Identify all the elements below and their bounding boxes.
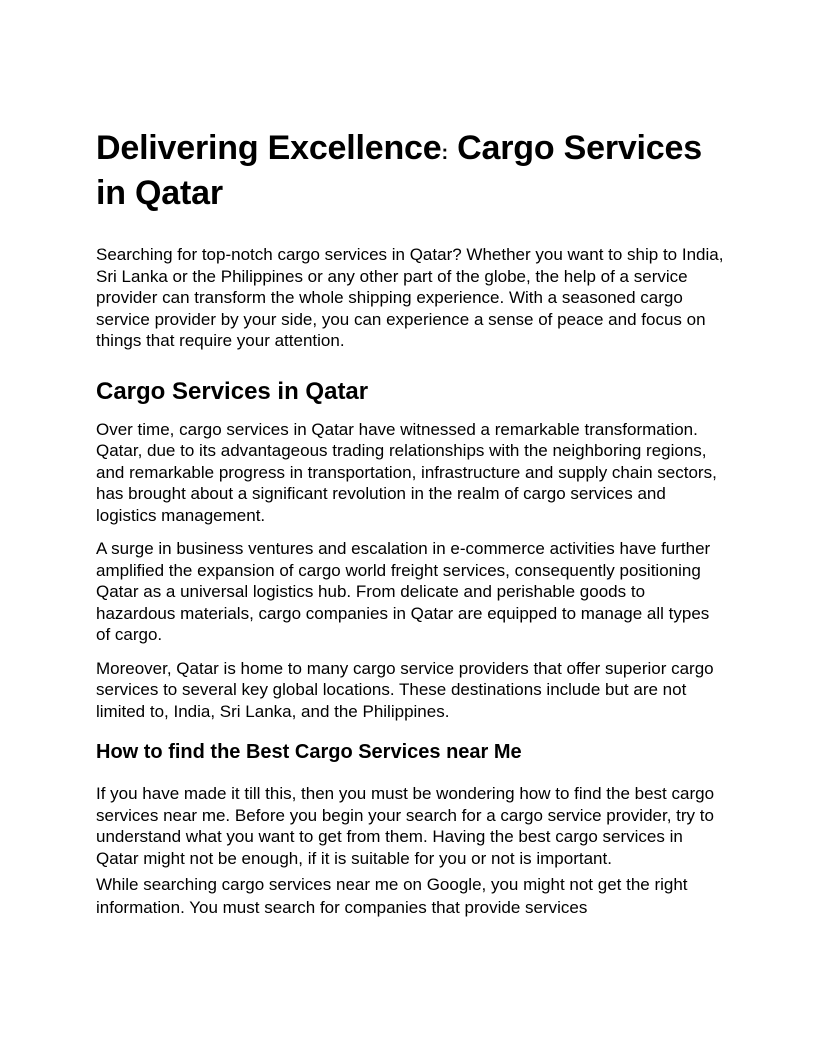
intro-paragraph: Searching for top-notch cargo services in Qatar? Whether you want to ship to India, Sri Lanka or the Philippines or any other part of the globe, the help of a service provider can transform the whole shipping experience. With a seasoned cargo service provider by your side, you can experience a sense of peace and focus on things that require your attention. xyxy=(96,245,724,350)
paragraph-business-surge: A surge in business ventures and escalation in e-commerce activities have further amplified the expansion of cargo world freight services, consequently positioning Qatar as a universal logistics hub. From delicate and perishable goods to hazardous materials, cargo companies in Qatar are equipped to manage all types of cargo. xyxy=(96,539,711,644)
paragraph-providers: Moreover, Qatar is home to many cargo service providers that offer superior cargo services to several key global locations. These destinations include but are not limited to, India, Sri Lanka, and the Philippines. xyxy=(96,658,714,721)
section-heading-cargo-services: Cargo Services in Qatar xyxy=(96,377,369,405)
paragraph-searching-google: While searching cargo services near me on Google, you might not get the right information. You must search for companies that provide services xyxy=(96,875,688,917)
title-colon: : xyxy=(441,142,448,164)
title-part-2: Cargo Services in Qatar xyxy=(96,129,702,212)
title-part-1: Delivering Excellence xyxy=(96,129,442,167)
paragraph-transformation: Over time, cargo services in Qatar have witnessed a remarkable transformation. Qatar, due to its advantageous trading relationships with the neighboring regions, and remarkable progress in transportation, infrastructure and supply chain sectors, has brought about a significant revolution in the realm of cargo services and logistics management. xyxy=(96,419,717,525)
paragraph-wondering: If you have made it till this, then you must be wondering how to find the best cargo services near me. Before you begin your search for a cargo service provider, try to understand what you want to get from them. Having the best cargo services in Qatar might not be enough, if it is suitable for you or not is important. xyxy=(96,784,715,868)
section-heading-find-best: How to find the Best Cargo Services near Me xyxy=(96,741,522,763)
document-page xyxy=(96,128,726,919)
page-title xyxy=(96,128,726,213)
